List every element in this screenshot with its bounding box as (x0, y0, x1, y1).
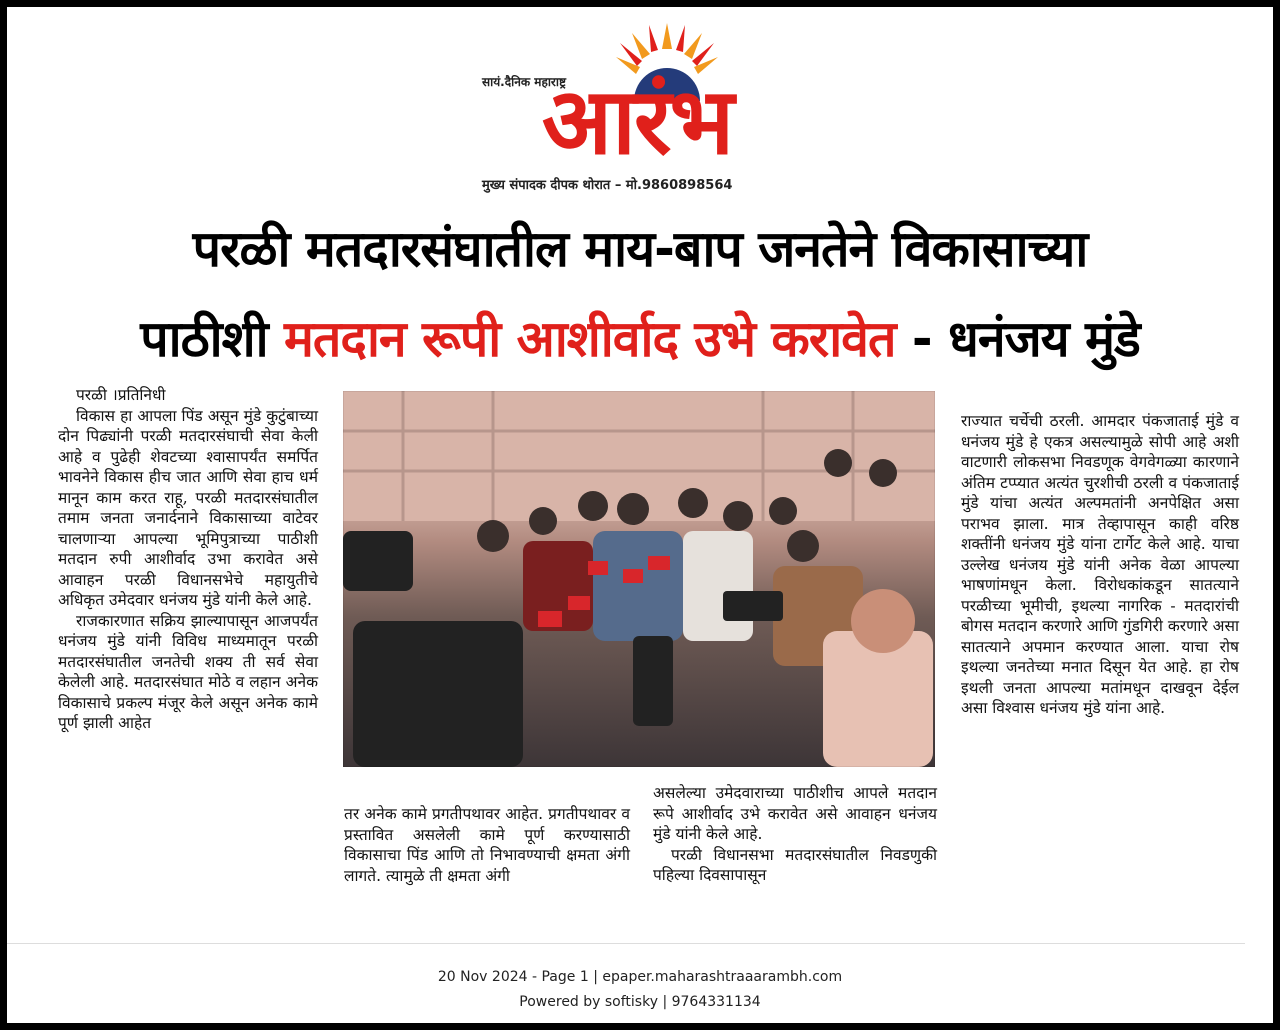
footer-divider (7, 943, 1245, 944)
footer-powered-by: Powered by softisky | 9764331134 (519, 994, 761, 1010)
article-column-2 (344, 804, 630, 944)
article-dateline: परळी ।प्रतिनिधी (76, 386, 166, 404)
headline-red-part: मतदान रूपी आशीर्वाद उभे करावेत (284, 310, 896, 368)
article-column-3 (653, 783, 937, 943)
headline-line-2 (7, 303, 1273, 371)
masthead-tagline: सायं.दैनिक महाराष्ट्र (482, 75, 566, 89)
article-paragraph: राजकारणात सक्रिय झाल्यापासून आजपर्यंत धनंजय मुंडे यांनी विविध माध्यमातून परळी मतदारसंघातील जनतेची शक्य ती सर्व सेवा केलेली आहे. मतदारसंघात मोठे व लहान अनेक विकासाचे प्रकल्प मंजूर केले असून अनेक कामे पूर्ण झाली आहेत (58, 611, 318, 732)
press-crowd-photo-illustration (343, 391, 935, 767)
article-paragraph: परळी विधानसभा मतदारसंघातील निवडणुकी पहिल्या दिवसापासून (653, 845, 937, 884)
newspaper-logo: आरंभ (541, 68, 733, 175)
article-column-1 (58, 385, 318, 940)
article-paragraph: विकास हा आपला पिंड असून मुंडे कुटुंबाच्या दोन पिढ्यांनी परळी मतदारसंघाची सेवा केली आहे व पुढेही शेवटच्या श्वासापर्यंत समर्पित भावनेने विकास हीच जात आणि सेवा हाच धर्म मानून काम करत राहू, परळी मतदारसंघातील तमाम जनता जनार्दनाने विकासाच्या वाटेवर चालणाऱ्या आपल्या भूमिपुत्राच्या पाठीशी मतदान रुपी आशीर्वाद उभा करावेत असे आवाहन परळी विधानसभेचे महायुतीचे अधिकृत उमेदवार धनंजय मुंडे यांनी केले आहे. (58, 406, 318, 609)
newspaper-page (7, 7, 1273, 1023)
article-paragraph: असलेल्या उमेदवाराच्या पाठीशीच आपले मतदान रूपे आशीर्वाद उभे करावेत असे आवाहन धनंजय मुंडे यांनी केले आहे. (653, 784, 937, 843)
editor-contact-line: मुख्य संपादक दीपक थोरात – मो.9860898564 (482, 178, 733, 193)
footer-date-url: 20 Nov 2024 - Page 1 | epaper.maharashtraaarambh.com (437, 969, 843, 985)
headline-line-1: परळी मतदारसंघातील माय-बाप जनतेने विकासाच्या (192, 220, 1088, 278)
masthead (472, 21, 812, 197)
headline-byline-part: - धनंजय मुंडे (911, 310, 1140, 368)
headline-black-part: पाठीशी (140, 310, 268, 368)
article-paragraph: राज्यात चर्चेची ठरली. आमदार पंकजाताई मुंडे व धनंजय मुंडे हे एकत्र असल्यामुळे सोपी आहे अशी वाटणारी लोकसभा निवडणूक वेगवेगळ्या कारणाने अंतिम टप्प्यात अत्यंत चुरशीची ठरली व पंकजाताई मुंडे यांचा अत्यंत अल्पमतांनी अनपेक्षित असा पराभव झाला. मात्र तेव्हापासून काही वरिष्ठ शक्तींनी धनंजय मुंडे यांना टार्गेट केले आहे. याचा उल्लेख धनंजय मुंडे यांनी अनेक वेळा आपल्या भाषणांमधून केला. विरोधकांकडून सातत्याने परळीच्या भूमीची, इथल्या नागरिक - मतदारांची बोगस मतदान करणारे आणि गुंडगिरी करणारे असा सातत्याने अपमान करण्यात आला. याचा रोष इथल्या जनतेच्या मनात दिसून येत आहे. हा रोष इथली जनता आपल्या मतांमधून दाखवून देईल असा विश्वास धनंजय मुंडे यांना आहे. (961, 412, 1239, 717)
article-column-4 (961, 411, 1239, 941)
news-photo (343, 391, 935, 767)
article-paragraph: तर अनेक कामे प्रगतीपथावर आहेत. प्रगतीपथावर व प्रस्तावित असलेली कामे पूर्ण करण्यासाठी विकासाचा पिंड आणि तो निभावण्याची क्षमता अंगी लागते. त्यामुळे ती क्षमता अंगी (344, 805, 630, 885)
